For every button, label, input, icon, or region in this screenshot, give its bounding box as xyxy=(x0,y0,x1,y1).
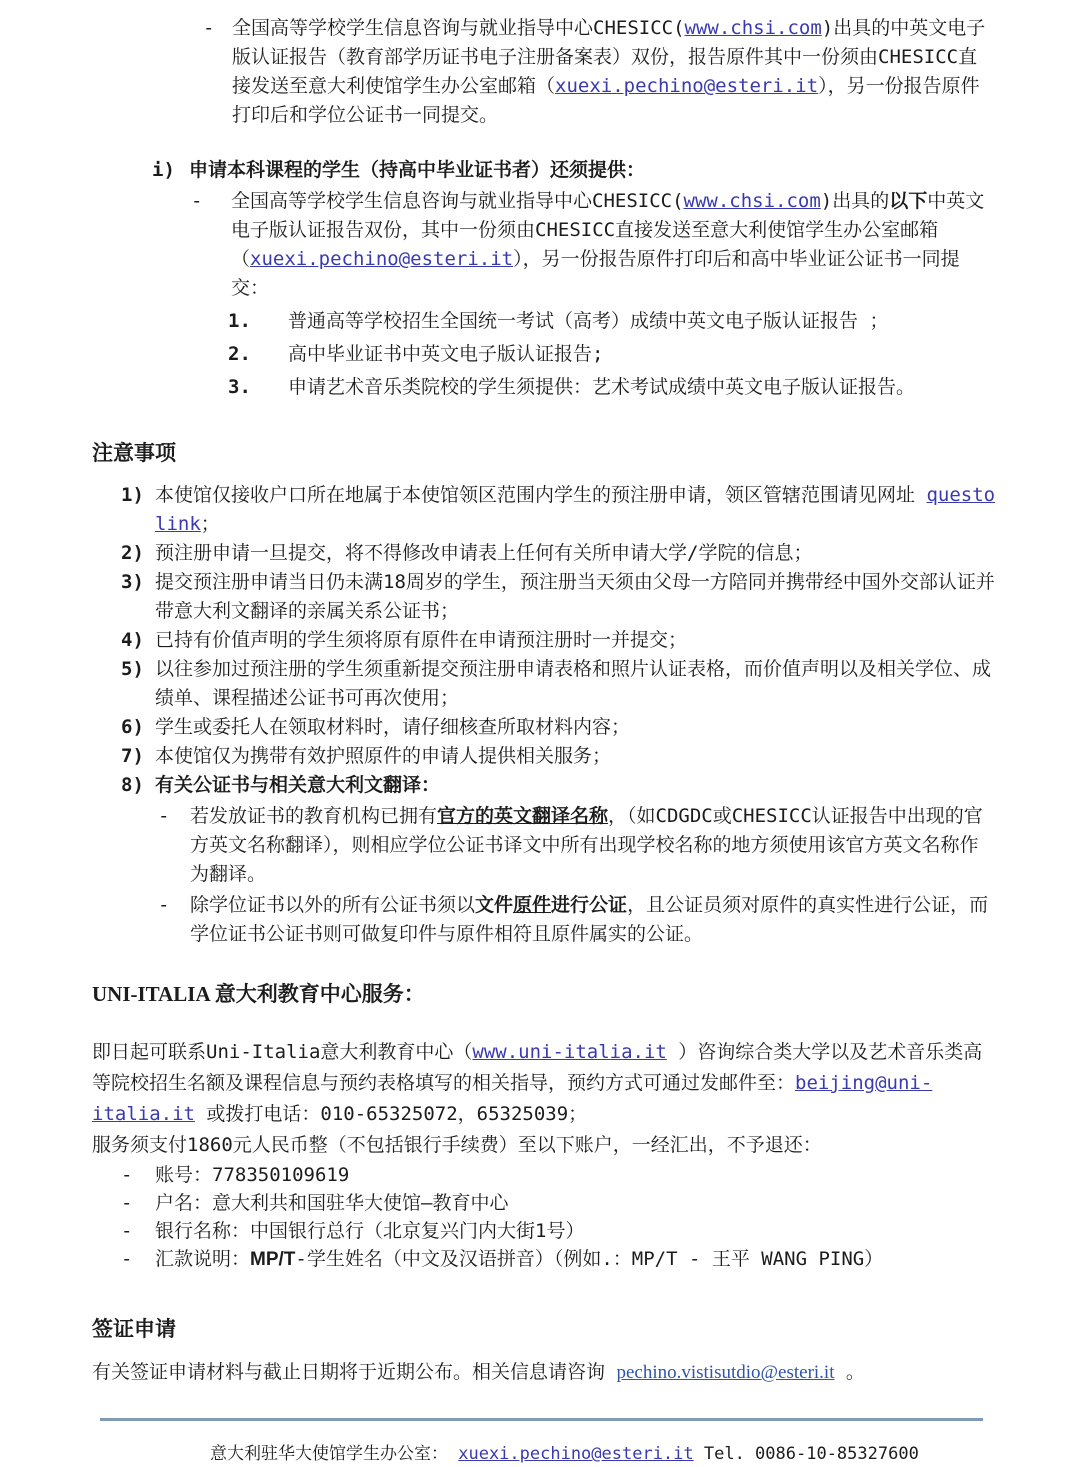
intro-bullet xyxy=(203,14,988,130)
link-uni-italia-site[interactable]: www.uni-italia.it xyxy=(472,1041,667,1063)
note-item xyxy=(121,539,998,568)
text-run: -学生姓名（中文及汉语拼音）（例如.：MP/T - 王平 WANG PING） xyxy=(295,1248,884,1270)
text-run: 中英文电子版认证报告双份，其中一份须由CHESICC直接发送至意大利使馆学生办公室邮箱（ xyxy=(231,190,985,270)
link-questo[interactable]: questo link xyxy=(155,484,996,535)
text-run: ，且公证员须对原件的真实性进行公证，而学位证书公证书则可做复印件与原件相符且原件属实的公证。 xyxy=(190,894,989,945)
account-number: 账号：778350109619 xyxy=(155,1164,350,1186)
section-i-bullet-text xyxy=(231,187,988,303)
note-item xyxy=(121,626,998,655)
text-run: ）咨询综合类大学以及艺术音乐类高等院校招生名额及课程信息与预约表格填写的相关指导，预约方式可通过发邮件至： xyxy=(92,1041,983,1094)
note-sub-bullet xyxy=(158,802,993,889)
list-number: 1) xyxy=(121,484,144,506)
note-item-text: 有关公证书与相关意大利文翻译： xyxy=(155,774,441,796)
text-run-mpt: MP/T xyxy=(250,1249,296,1270)
text-run: ），另一份报告原件打印后和学位公证书一同提交。 xyxy=(232,75,980,126)
bullet-dash: - xyxy=(121,1248,133,1270)
text-run: 若发放证书的教育机构已拥有 xyxy=(190,805,438,827)
list-number: 4) xyxy=(121,629,144,651)
list-number: 1. xyxy=(228,310,251,332)
text-run: 本使馆仅接收户口所在地属于本使馆领区范围内学生的预注册申请，领区管辖范围请见网址 xyxy=(155,484,927,506)
footer-tel: Tel. 0086-10-85327600 xyxy=(693,1444,919,1464)
section-i-title xyxy=(152,156,988,185)
list-number: 7) xyxy=(121,745,144,767)
intro-bullet-text xyxy=(232,14,988,130)
note-sub-text xyxy=(190,802,993,889)
account-bullet xyxy=(121,1245,993,1274)
visa-paragraph xyxy=(92,1357,993,1388)
bank-name: 银行名称：中国银行总行（北京复兴门内大街1号） xyxy=(155,1220,585,1242)
bullet-dash: - xyxy=(203,17,215,39)
text-run: 或拨打电话：010-65325072，65325039； xyxy=(194,1103,588,1125)
account-bullet xyxy=(121,1189,993,1217)
text-run-bold-underline: 官方的英文翻译名称 xyxy=(437,805,609,827)
note-item xyxy=(121,481,998,539)
heading-cjk-run: 意大利教育中心服务： xyxy=(214,982,425,1006)
bullet-dash: - xyxy=(121,1220,133,1242)
list-number: 8) xyxy=(121,774,144,796)
footer-label: 意大利驻华大使馆学生办公室： xyxy=(210,1444,459,1464)
list-number: 3) xyxy=(121,571,144,593)
transfer-note xyxy=(155,1245,993,1274)
list-number: 3. xyxy=(228,376,251,398)
link-uni-italia-email[interactable]: beijing@uni-italia.it xyxy=(92,1072,933,1125)
account-bullet xyxy=(121,1161,993,1189)
list-number: 6) xyxy=(121,716,144,738)
numbered-item xyxy=(228,307,988,336)
note-sub-text xyxy=(190,891,993,949)
link-student-office-email[interactable]: xuexi.pechino@esteri.it xyxy=(555,75,819,97)
visa-heading: 签证申请 xyxy=(92,1317,176,1341)
text-run: )出具的 xyxy=(820,190,890,212)
note-item-text: 提交预注册申请当日仍未满18周岁的学生，预注册当天须由父母一方陪同并携带经中国外交部认证并带意大利文翻译的亲属关系公证书； xyxy=(155,571,995,622)
list-number: 5) xyxy=(121,658,144,680)
uni-italia-fee-line: 服务须支付1860元人民币整（不包括银行手续费）至以下账户，一经汇出，不予退还： xyxy=(92,1134,822,1156)
link-visa-email[interactable]: pechino.vistisutdio@esteri.it xyxy=(616,1362,835,1383)
list-number: 2. xyxy=(228,343,251,365)
numbered-item-text: 申请艺术音乐类院校的学生须提供：艺术考试成绩中英文电子版认证报告。 xyxy=(288,376,916,398)
uni-italia-heading xyxy=(92,979,1088,1009)
text-run: 。 xyxy=(834,1361,865,1383)
footer xyxy=(210,1441,1088,1467)
note-item-text: 预注册申请一旦提交，将不得修改申请表上任何有关所申请大学/学院的信息； xyxy=(155,542,813,564)
list-number: 2) xyxy=(121,542,144,564)
bullet-dash: - xyxy=(121,1164,133,1186)
numbered-item xyxy=(228,340,988,369)
note-item-text: 学生或委托人在领取材料时，请仔细核查所取材料内容； xyxy=(155,716,631,738)
text-run-bold: 以下 xyxy=(889,190,928,212)
list-marker-i: i) xyxy=(152,159,175,181)
bullet-dash: - xyxy=(191,190,203,212)
note-item-text: 本使馆仅为携带有效护照原件的申请人提供相关服务； xyxy=(155,745,612,767)
note-item-text: 已持有价值声明的学生须将原有原件在申请预注册时一并提交； xyxy=(155,629,688,651)
uni-italia-paragraph xyxy=(92,1037,988,1130)
bullet-dash: - xyxy=(121,1192,133,1214)
bullet-dash: - xyxy=(158,894,170,916)
link-student-office-email[interactable]: xuexi.pechino@esteri.it xyxy=(250,248,514,270)
note-item xyxy=(121,655,998,713)
text-run-bold-underline: 原件 xyxy=(513,894,552,916)
note-item xyxy=(121,742,998,771)
text-run: 即日起可联系Uni-Italia意大利教育中心（ xyxy=(92,1041,473,1063)
account-bullet xyxy=(121,1217,993,1245)
bullet-dash: - xyxy=(158,805,170,827)
note-sub-bullet xyxy=(158,891,993,949)
note-item-text xyxy=(155,481,998,539)
text-run: )出具的中英文电子版认证报告（教育部学历证书电子注册备案表）双份，报告原件其中一份须由CHESICC直接发送至意大利使馆学生办公室邮箱（ xyxy=(232,17,986,97)
text-run-bold: 进行公证 xyxy=(551,894,628,916)
note-item xyxy=(121,568,998,626)
heading-latin-run: UNI-ITALIA xyxy=(92,982,215,1006)
text-run: 除学位证书以外的所有公证书须以 xyxy=(190,894,476,916)
numbered-item xyxy=(228,373,988,402)
text-run: ； xyxy=(200,513,220,535)
link-footer-email[interactable]: xuexi.pechino@esteri.it xyxy=(458,1444,694,1464)
footer-separator xyxy=(100,1418,983,1421)
note-item xyxy=(121,771,998,800)
section-i-title-text: 申请本科课程的学生（持高中毕业证书者）还须提供： xyxy=(189,159,646,181)
numbered-item-text: 高中毕业证书中英文电子版认证报告; xyxy=(288,343,604,365)
text-run: ），另一份报告原件打印后和高中毕业证公证书一同提交： xyxy=(231,248,960,299)
text-run: 全国高等学校学生信息咨询与就业指导中心CHESICC( xyxy=(231,190,684,212)
text-run: ，（如CDGDC或CHESICC认证报告中出现的官方英文名称翻译），则相应学位公证书译文中所有出现学校名称的地方须使用该官方英文名称作为翻译。 xyxy=(190,805,983,885)
link-chsi[interactable]: www.chsi.com xyxy=(684,17,822,39)
text-run: 汇款说明： xyxy=(155,1248,251,1270)
numbered-item-text: 普通高等学校招生全国统一考试（高考）成绩中英文电子版认证报告 ； xyxy=(288,310,889,332)
text-run: 全国高等学校学生信息咨询与就业指导中心CHESICC( xyxy=(232,17,685,39)
section-i-bullet xyxy=(191,187,988,303)
text-run: 有关签证申请材料与截止日期将于近期公布。相关信息请咨询 xyxy=(92,1361,617,1383)
note-item xyxy=(121,713,998,742)
notes-heading: 注意事项 xyxy=(92,441,176,465)
text-run-bold: 文件 xyxy=(475,894,514,916)
link-chsi[interactable]: www.chsi.com xyxy=(683,190,821,212)
account-name: 户名：意大利共和国驻华大使馆—教育中心 xyxy=(155,1192,509,1214)
note-item-text: 以往参加过预注册的学生须重新提交预注册申请表格和照片认证表格，而价值声明以及相关学位、成绩单、课程描述公证书可再次使用； xyxy=(155,658,992,709)
